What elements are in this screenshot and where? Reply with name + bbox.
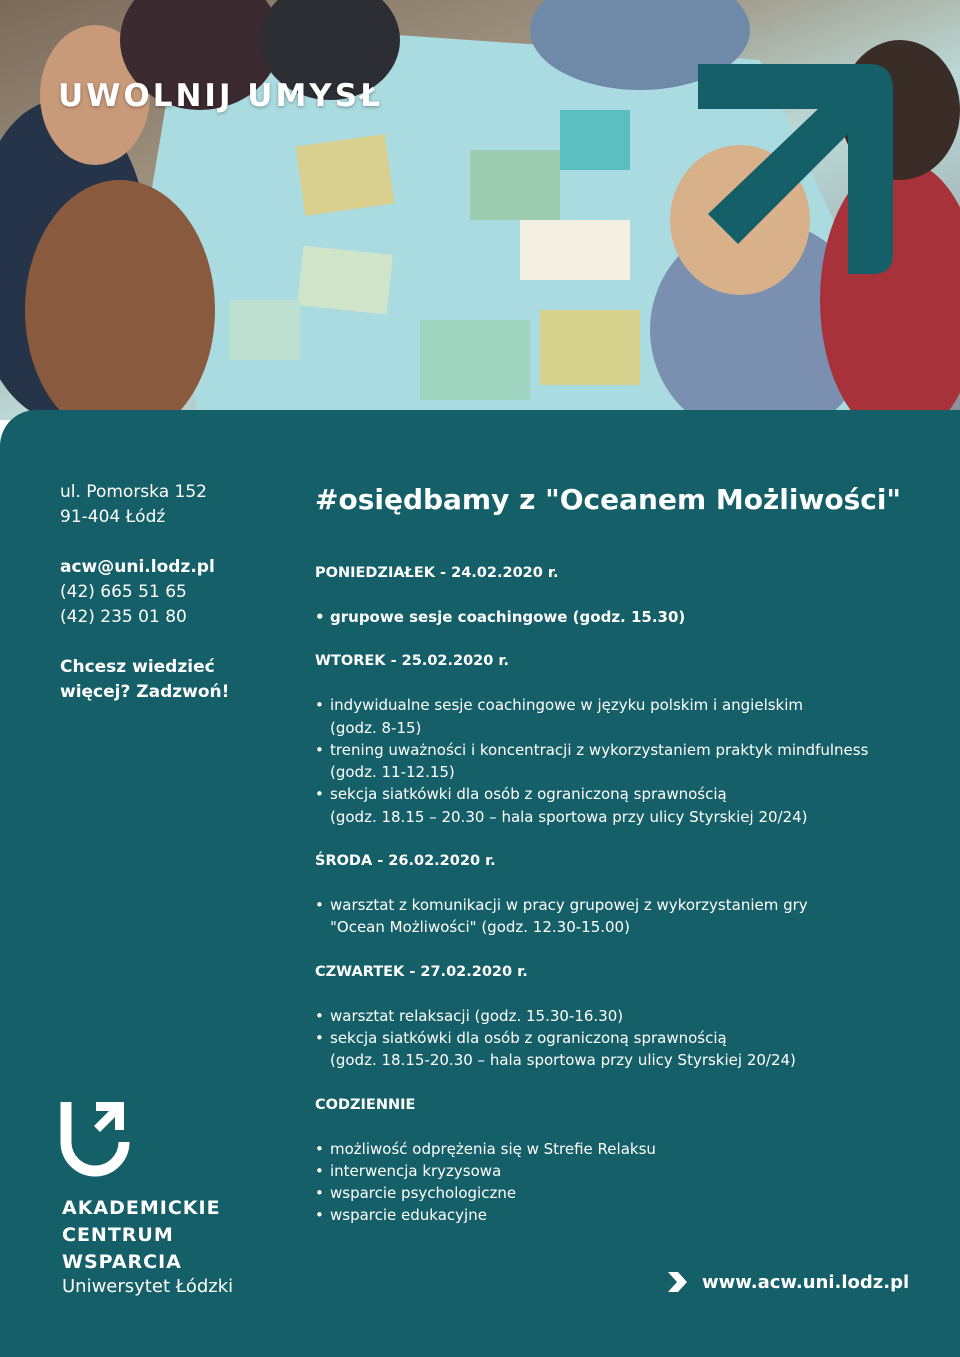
list-item: • interwencja kryzysowa xyxy=(315,1160,925,1182)
list-item: • warsztat relaksacji (godz. 15.30-16.30) xyxy=(315,1005,925,1027)
address-line-1: ul. Pomorska 152 xyxy=(60,482,207,502)
phone-2[interactable]: (42) 235 01 80 xyxy=(60,607,187,627)
brand-name xyxy=(62,1195,221,1276)
brand-line-1: AKADEMICKIE xyxy=(62,1197,221,1219)
email-link[interactable]: acw@uni.lodz.pl xyxy=(60,557,215,577)
brand-subtitle: Uniwersytet Łódzki xyxy=(62,1276,234,1297)
list-item: • indywidualne sesje coachingowe w języku polskim i angielskim (godz. 8-15) xyxy=(315,694,925,739)
headline: UWOLNIJ UMYSŁ xyxy=(58,78,383,114)
tuesday-list xyxy=(315,694,925,828)
list-item: • wsparcie psychologiczne xyxy=(315,1182,925,1204)
panel-corner xyxy=(880,410,960,430)
website-link[interactable] xyxy=(666,1270,909,1294)
brand-line-2: CENTRUM xyxy=(62,1224,174,1246)
website-url[interactable]: www.acw.uni.lodz.pl xyxy=(702,1271,910,1293)
schedule-title: #osiędbamy z "Oceanem Możliwości" xyxy=(315,483,902,516)
list-item: • wsparcie edukacyjne xyxy=(315,1204,925,1226)
day-heading-monday: PONIEDZIAŁEK - 24.02.2020 r. xyxy=(315,565,559,581)
daily-list xyxy=(315,1138,925,1227)
address-line-2: 91-404 Łódź xyxy=(60,507,166,527)
list-item: • trening uważności i koncentracji z wykorzystaniem praktyk mindfulness (godz. 11-12.15) xyxy=(315,739,925,784)
list-item: • grupowe sesje coachingowe (godz. 15.30) xyxy=(315,606,925,628)
cta-line-1: Chcesz wiedzieć xyxy=(60,657,215,677)
arrow-up-right-icon xyxy=(698,64,893,274)
schedule xyxy=(315,480,925,1249)
thursday-list xyxy=(315,1005,925,1072)
arrow-right-icon xyxy=(666,1270,688,1294)
contact-block xyxy=(60,480,270,705)
brand-line-3: WSPARCIA xyxy=(62,1251,182,1273)
day-heading-tuesday: WTOREK - 25.02.2020 r. xyxy=(315,653,510,670)
phone-1[interactable]: (42) 665 51 65 xyxy=(60,582,187,602)
list-item: • sekcja siatkówki dla osób z ograniczoną sprawnością (godz. 18.15 – 20.30 – hala sportowa przy ulicy Styrskiej 20/24) xyxy=(315,783,925,828)
monday-list xyxy=(315,606,925,628)
list-item: • warsztat z komunikacji w pracy grupowej z wykorzystaniem gry "Ocean Możliwości" (godz. 12.30-15.00) xyxy=(315,894,925,939)
list-item: • sekcja siatkówki dla osób z ograniczoną sprawnością (godz. 18.15-20.30 – hala sportowa przy ulicy Styrskiej 20/24) xyxy=(315,1027,925,1072)
list-item: • możliwość odprężenia się w Strefie Relaksu xyxy=(315,1138,925,1160)
day-heading-thursday: CZWARTEK - 27.02.2020 r. xyxy=(315,963,528,980)
day-heading-daily: CODZIENNIE xyxy=(315,1096,416,1113)
wednesday-list xyxy=(315,894,925,939)
cta-line-2: więcej? Zadzwoń! xyxy=(60,682,230,702)
day-heading-wednesday: ŚRODA - 26.02.2020 r. xyxy=(315,853,496,870)
acw-logo-icon xyxy=(60,1102,130,1182)
